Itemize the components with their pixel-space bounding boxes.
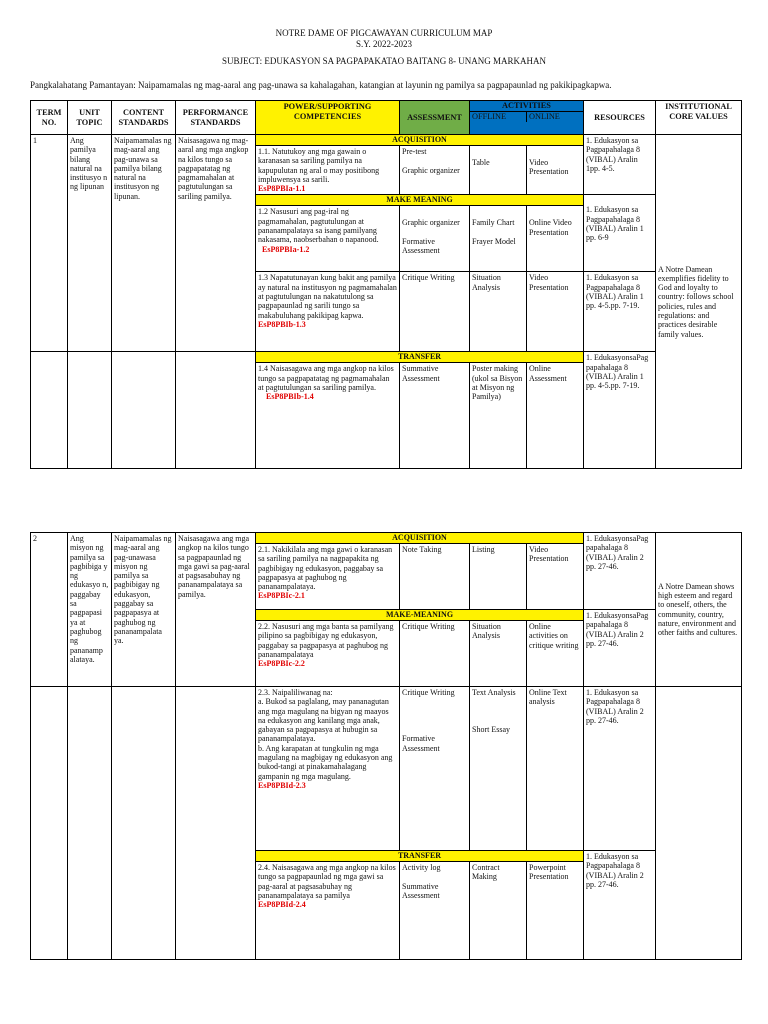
competency-text: 1.3 Napatutunayan kung bakit ang pamilya ay natural na institusyon ng pagmamahalan at pagtutulungan na nakatutulong sa pagpapaunlad ng sarili tungo sa makabuluhang pakikipag kapwa. [258,273,397,320]
band-acquisition: ACQUISITION [256,533,584,544]
competency-text: 1.2 Nasusuri ang pag-iral ng pagmamahalan, pagtutulungan at pananampalataya sa isang pamilyang nakasama, naobserbahan o napanood. [258,207,379,245]
curriculum-table-term2 [30,532,742,960]
offline-cell: Situation Analysis [470,621,527,687]
assessment-cell: Critique Writing [400,272,470,352]
term-no: 1 [31,135,68,352]
col-content: CONTENT STANDARDS [112,101,176,135]
col-offline: OFFLINE [472,112,507,121]
online-cell: Online Video Presentation [527,206,584,272]
resources-cell: 1. Edukasyon sa Pagpapahalaga 8 (VIBAL) Aralin 2 pp. 27-46. [584,687,656,851]
resources-cell: 1. EdukasyonsaPag papahalaga 8 (VIBAL) Aralin 1 pp. 4-5.pp. 7-19. [584,352,656,469]
online-cell: Online Text analysis [527,687,584,851]
core-values: A Notre Damean exemplifies fidelity to God and loyalty to country: follows school policies, rules and regulations: and practices desirable family values. [656,135,742,469]
general-standard: Pangkalahatang Pamantayan: Naipamamalas ng mag-aaral ang pag-unawa sa kahalagahan, katangian at layunin ng pamilya sa pagpapaunlad ng pakikipagkapwa. [30,80,612,90]
core-values: A Notre Damean shows high esteem and regard to oneself, others, the community, country, nature, environment and other faiths and cultures. [656,533,742,687]
band-acquisition: ACQUISITION [256,135,584,146]
competency-cell [256,544,400,610]
competency-cell [256,272,400,352]
header-line1: NOTRE DAME OF PIGCAWAYAN CURRICULUM MAP [275,28,493,38]
competency-cell [256,621,400,687]
competency-code: EsP8PBIa-1.1 [258,184,306,194]
content-standard: Naipamamalas ng mag-aaral ang pag-unawasa misyon ng pamilya sa pagbibigay ng edukasyon, paggabay sa pagpapasya at paghubog ng pananampalata ya. [112,533,176,687]
offline-cell: Family Chart Frayer Model [470,206,527,272]
offline-cell: Poster making (ukol sa Bisyon at Misyon ng Pamilya) [470,363,527,469]
col-resources: RESOURCES [584,101,656,135]
curriculum-table-term1 [30,100,742,469]
competency-text: 2.4. Naisasagawa ang mga angkop na kilos tungo sa pagpapaunlad ng mga gawi sa pag-aaral at pagsasabuhay ng pananampalataya sa pamilya [258,863,396,900]
unit-topic: Ang misyon ng pamilya sa pagbibiga y ng edukasyo n, paggabay sa pagpapasi ya at paghubog ng pananamp alataya. [68,533,112,687]
assessment-cell: Summative Assessment [400,363,470,469]
activities-label: ACTIVITIES [502,101,551,110]
assessment-cell: Graphic organizer Formative Assessment [400,206,470,272]
band-make-meaning: MAKE MEANING [256,195,584,206]
online-cell: Online Assessment [527,363,584,469]
competency-text: 2.1. Nakikilala ang mga gawi o karanasan sa sariling pamilya na nagpapakita ng pagbibigay ng edukasyon, paggabay sa pagpapasya at paghubog ng pananampalataya. [258,545,393,592]
competency-cell [256,146,400,195]
online-cell: Video Presentation [527,146,584,195]
assessment-cell: Pre-test Graphic organizer [400,146,470,195]
offline-cell: Text Analysis Short Essay [470,687,527,851]
col-activities [470,101,584,135]
competency-text: 2.3. Naipaliliwanag na: a. Bukod sa paglalang, may pananagutan ang mga magulang na bigyan ng maayos na edukasyon ang kanilang mga anak, gabayan sa pagpapasya at hubugin sa pananampalataya. b. Ang karapatan at tungkulin ng mga magulang na magbigay ng edukasyon ang bukod-tangi at pinakamahalagang gampanin ng mga magulang. [258,688,393,781]
header-subject: SUBJECT: EDUKASYON SA PAGPAPAKATAO BAITANG 8- UNANG MARKAHAN [222,56,546,66]
col-term: TERM NO. [31,101,68,135]
assessment-cell: Note Taking [400,544,470,610]
header-year: S.Y. 2022-2023 [355,39,413,49]
competency-text: 1.1. Natutukoy ang mga gawain o karanasan sa sariling pamilya na kapupulutan ng aral o may positibong impluwensya sa sarili. [258,147,380,184]
resources-cell: 1. Edukasyon sa Pagpapahalaga 8 (VIBAL) Aralin 2 pp. 27-46. [584,851,656,960]
band-transfer: TRANSFER [256,851,584,862]
col-online: ONLINE [526,112,583,122]
assessment-cell: Critique Writing [400,621,470,687]
resources-cell: 1. Edukasyon sa Pagpapahalaga 8 (VIBAL) Aralin 1pp. 4-5. [584,135,656,195]
offline-cell: Situation Analysis [470,272,527,352]
competency-cell [256,363,400,469]
resources-cell: 1. EdukasyonsaPag papahalaga 8 (VIBAL) Aralin 2 pp. 27-46. [584,533,656,610]
col-assessment: ASSESSMENT [400,101,470,135]
performance-standard: Naisasagawa ng mag-aaral ang mga angkop na kilos tungo sa pagpapatatag ng pagmamahalan at pagtutulungan sa sariling pamilya. [176,135,256,352]
competency-text: 2.2. Nasusuri ang mga banta sa pamilyang pilipino sa pagbibigay ng edukasyon, paggabay sa pagpapasya at paghubog ng pananampalataya [258,622,394,659]
offline-cell: Table [470,146,527,195]
competency-code: EsP8PBIb-1.3 [258,319,306,329]
competency-code: EsP8PBIb-1.4 [266,392,314,402]
assessment-cell: Activity log Summative Assessment [400,862,470,960]
assessment-cell: Critique Writing Formative Assessment [400,687,470,851]
online-cell: Powerpoint Presentation [527,862,584,960]
competency-cell [256,206,400,272]
term-no: 2 [31,533,68,687]
online-cell: Video Presentation [527,272,584,352]
band-transfer: TRANSFER [256,352,584,363]
col-core: INSTITUTIONAL CORE VALUES [656,101,742,135]
competency-code: EsP8PBIa-1.2 [262,244,310,254]
col-performance: PERFORMANCE STANDARDS [176,101,256,135]
unit-topic: Ang pamilya bilang natural na institusyo n ng lipunan [68,135,112,352]
competency-cell [256,862,400,960]
resources-cell: 1. Edukasyon sa Pagpapahalaga 8 (VIBAL) Aralin 1 pp. 6-9 [584,195,656,272]
performance-standard: Naisasagawa ang mga angkop na kilos tungo sa pagpapaunlad ng mga gawi sa pag-aaral at pagsasabuhay ng pananampalataya sa pamilya. [176,533,256,687]
competency-cell [256,687,400,851]
band-make-meaning: MAKE-MEANING [256,610,584,621]
offline-cell: Listing [470,544,527,610]
content-standard: Naipamamalas ng mag-aaral ang pag-unawa sa pamilya bilang natural na institusyon ng lipunan. [112,135,176,352]
competency-code: EsP8PBIc-2.1 [258,591,305,601]
online-cell: Video Presentation [527,544,584,610]
competency-code: EsP8PBIc-2.2 [258,659,305,669]
online-cell: Online activities on critique writing [527,621,584,687]
competency-code: EsP8PBId-2.4 [258,900,306,910]
resources-cell: 1. EdukasyonsaPag papahalaga 8 (VIBAL) Aralin 2 pp. 27-46. [584,610,656,687]
col-competencies: POWER/SUPPORTING COMPETENCIES [256,101,400,135]
competency-code: EsP8PBId-2.3 [258,780,306,790]
offline-cell: Contract Making [470,862,527,960]
competency-text: 1.4 Naisasagawa ang mga angkop na kilos tungo sa pagpapatatag ng pagmamahalan at pagtutulungan sa sariling pamilya. [258,364,394,393]
col-topic: UNIT TOPIC [68,101,112,135]
resources-cell: 1. Edukasyon sa Pagpapahalaga 8 (VIBAL) Aralin 1 pp. 4-5.pp. 7-19. [584,272,656,352]
